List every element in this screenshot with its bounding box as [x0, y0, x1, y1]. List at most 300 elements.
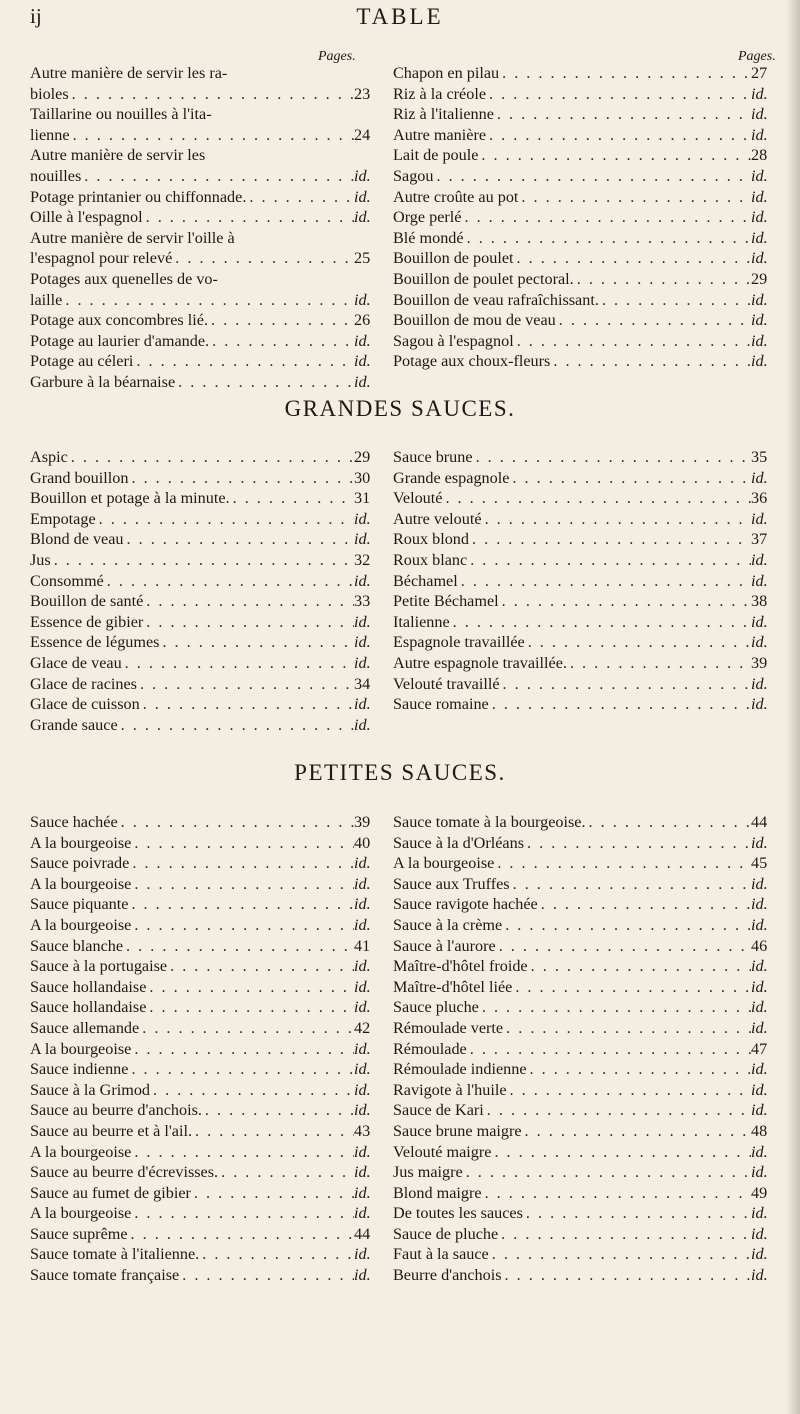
- index-entry: [30, 331, 378, 352]
- entry-title: Empotage: [30, 509, 96, 528]
- index-entry: [393, 1265, 775, 1286]
- entry-title: Blé mondé: [393, 228, 464, 247]
- page-reference: 28: [751, 146, 768, 165]
- index-entry: [393, 1018, 775, 1039]
- entry-title: Maître-d'hôtel liée: [393, 977, 513, 996]
- index-entry: [393, 591, 775, 612]
- entry-title: Béchamel: [393, 571, 458, 590]
- dot-leader: [159, 632, 354, 653]
- dot-leader: [486, 84, 751, 105]
- page-reference: id.: [751, 290, 768, 309]
- index-entry: [393, 1080, 775, 1101]
- index-entry: [393, 653, 775, 674]
- section-title-grandes-sauces: GRANDES SAUCES.: [284, 396, 516, 421]
- dot-leader: [514, 248, 752, 269]
- page-reference: 30: [354, 468, 371, 487]
- entry-title: Beurre d'anchois: [393, 1266, 502, 1285]
- page-reference: 26: [354, 311, 371, 330]
- page-reference: 29: [354, 448, 371, 466]
- dot-leader: [137, 674, 354, 695]
- entry-title: Bouillon de mou de veau: [393, 311, 556, 330]
- entry-title: Sauce allemande: [30, 1018, 140, 1037]
- dot-leader: [500, 674, 751, 695]
- index-entry: [393, 694, 775, 715]
- page-reference: id.: [751, 468, 768, 487]
- entry-title: A la bourgeoise: [30, 1204, 132, 1223]
- dot-leader: [482, 1183, 751, 1204]
- index-entry: [30, 1183, 378, 1204]
- dot-leader: [131, 1039, 354, 1060]
- entry-title: Glace de veau: [30, 653, 122, 672]
- index-entry: [393, 997, 775, 1018]
- entry-title: Oille à l'espagnol: [30, 208, 143, 227]
- index-entry: [393, 956, 775, 977]
- dot-leader: [129, 853, 354, 874]
- entry-title: Italienne: [393, 612, 450, 631]
- page-reference: id.: [751, 977, 768, 996]
- page-reference: 39: [751, 653, 768, 672]
- page-reference: id.: [354, 633, 371, 652]
- entry-title: Essence de légumes: [30, 633, 160, 652]
- entry-title: Potage aux concombres lié.: [30, 311, 209, 330]
- index-entry: [393, 207, 775, 228]
- entry-title: Grande sauce: [30, 715, 118, 734]
- page-reference: id.: [751, 1204, 768, 1223]
- page-reference: 48: [751, 1121, 768, 1140]
- entry-title: Sauce tomate à l'italienne.: [30, 1245, 200, 1264]
- index-entry: [393, 1224, 775, 1245]
- dot-leader: [556, 310, 751, 331]
- page-reference: id.: [751, 331, 768, 350]
- page-reference: 27: [751, 64, 768, 82]
- index-entry-line: Autre manière de servir les ra-: [30, 64, 228, 82]
- entry-title: Sauce blanche: [30, 936, 124, 955]
- entry-title: Sagou: [393, 166, 434, 185]
- page-reference: id.: [354, 854, 371, 873]
- index-entry-line: Autre manière de servir les: [30, 146, 206, 165]
- entry-title: Potage aux choux-fleurs: [393, 352, 551, 371]
- entry-title: lienne: [30, 125, 70, 144]
- index-entry: [393, 310, 775, 331]
- page-reference: id.: [751, 550, 768, 569]
- page-reference: 44: [354, 1224, 371, 1243]
- dot-leader: [123, 936, 354, 957]
- dot-leader: [133, 351, 354, 372]
- dot-leader: [81, 166, 354, 187]
- page-reference: id.: [751, 228, 768, 247]
- index-entry: [393, 248, 775, 269]
- entry-title: l'espagnol pour relevé: [30, 249, 173, 268]
- index-entry: [30, 674, 378, 695]
- page-reference: id.: [751, 895, 768, 914]
- page-reference: id.: [354, 977, 371, 996]
- entry-title: Sauce hachée: [30, 813, 118, 831]
- dot-leader: [131, 874, 354, 895]
- dot-leader: [514, 331, 751, 352]
- index-entry: [393, 874, 775, 895]
- index-entry: [30, 591, 378, 612]
- entry-title: Velouté maigre: [393, 1142, 492, 1161]
- index-entry: [30, 1039, 378, 1060]
- dot-leader: [246, 187, 354, 208]
- dot-leader: [140, 694, 354, 715]
- page-reference: id.: [751, 105, 768, 124]
- page-reference: id.: [354, 1204, 371, 1223]
- page-reference: id.: [751, 571, 768, 590]
- entry-title: Grand bouillon: [30, 468, 129, 487]
- page-reference: id.: [751, 674, 768, 693]
- dot-leader: [502, 1265, 751, 1286]
- index-entry: [30, 84, 378, 105]
- index-entry: [393, 550, 775, 571]
- entry-title: A la bourgeoise: [30, 833, 132, 852]
- dot-leader: [473, 447, 751, 468]
- entry-title: Chapon en pilau: [393, 64, 500, 82]
- section1-left-column: [30, 63, 378, 393]
- page-reference: id.: [354, 1163, 371, 1182]
- dot-leader: [104, 571, 354, 592]
- dot-leader: [494, 853, 751, 874]
- dot-leader: [118, 715, 354, 736]
- entry-title: Roux blanc: [393, 550, 468, 569]
- entry-title: Rémoulade: [393, 1039, 467, 1058]
- index-entry: [30, 166, 378, 187]
- dot-leader: [522, 1121, 751, 1142]
- page-reference: 38: [751, 592, 768, 611]
- entry-title: Sauce brune: [393, 448, 473, 466]
- page-reference: 23: [354, 84, 371, 103]
- page-reference: id.: [751, 833, 768, 852]
- entry-title: bioles: [30, 84, 69, 103]
- entry-title: Ravigote à l'huile: [393, 1080, 507, 1099]
- entry-title: Sauce aux Truffes: [393, 874, 510, 893]
- page-reference: 49: [751, 1183, 768, 1202]
- page-reference: id.: [354, 957, 371, 976]
- dot-leader: [128, 468, 354, 489]
- page-reference: id.: [354, 372, 371, 391]
- dot-leader: [496, 936, 751, 957]
- dot-leader: [524, 833, 751, 854]
- index-entry: [393, 290, 775, 311]
- dot-leader: [499, 591, 751, 612]
- entry-title: Sagou à l'espagnol: [393, 331, 514, 350]
- entry-title: Sauce de Kari: [393, 1101, 484, 1120]
- dot-leader: [124, 529, 354, 550]
- entry-title: Sauce hollandaise: [30, 977, 147, 996]
- dot-leader: [498, 1224, 751, 1245]
- dot-leader: [122, 653, 354, 674]
- page-reference: 47: [751, 1039, 768, 1058]
- dot-leader: [510, 874, 751, 895]
- page-reference: id.: [354, 653, 371, 672]
- entry-title: Glace de cuisson: [30, 695, 140, 714]
- index-entry: [30, 1121, 378, 1142]
- page-reference: 35: [751, 448, 768, 466]
- entry-title: Aspic: [30, 448, 68, 466]
- entry-title: Petite Béchamel: [393, 592, 499, 611]
- dot-leader: [507, 1080, 751, 1101]
- index-entry: [393, 571, 775, 592]
- index-entry: [30, 997, 378, 1018]
- index-entry: [30, 812, 378, 833]
- entry-title: Sauce à la portugaise: [30, 957, 168, 976]
- entry-title: A la bourgeoise: [30, 874, 132, 893]
- dot-leader: [69, 84, 354, 105]
- entry-title: Espagnole travaillée: [393, 633, 525, 652]
- dot-leader: [523, 1203, 751, 1224]
- page-reference: id.: [354, 1101, 371, 1120]
- section3-right-column: [393, 812, 775, 1286]
- index-entry: [393, 447, 775, 468]
- index-entry: [393, 509, 775, 530]
- page-reference: id.: [751, 1060, 768, 1079]
- page-reference: id.: [354, 509, 371, 528]
- page-reference: id.: [751, 1266, 768, 1285]
- page-reference: id.: [751, 1224, 768, 1243]
- page-reference: id.: [751, 874, 768, 893]
- entry-title: Bouillon de veau rafraîchissant.: [393, 290, 599, 309]
- index-entry: [393, 1203, 775, 1224]
- entry-title: De toutes les sauces: [393, 1204, 523, 1223]
- index-entry: [30, 310, 378, 331]
- index-entry: [393, 269, 775, 290]
- index-entry: [393, 1183, 775, 1204]
- index-entry: [30, 694, 378, 715]
- entry-title: Rémoulade indienne: [393, 1060, 527, 1079]
- page-reference: id.: [354, 166, 371, 185]
- entry-title: Garbure à la béarnaise: [30, 372, 176, 391]
- page-reference: 24: [354, 125, 371, 144]
- entry-title: Rémoulade verte: [393, 1018, 504, 1037]
- page-reference: id.: [354, 1060, 371, 1079]
- index-entry: [30, 125, 378, 146]
- index-entry: [30, 1080, 378, 1101]
- index-entry: [30, 447, 378, 468]
- entry-title: Autre espagnole travaillée.: [393, 653, 567, 672]
- entry-title: Sauce de pluche: [393, 1224, 499, 1243]
- page-reference: 29: [751, 269, 768, 288]
- index-entry: [393, 812, 775, 833]
- entry-title: Sauce pluche: [393, 998, 479, 1017]
- entry-title: Glace de racines: [30, 674, 137, 693]
- index-entry: [30, 833, 378, 854]
- page-reference: 44: [751, 813, 768, 831]
- dot-leader: [118, 812, 354, 833]
- dot-leader: [463, 1162, 751, 1183]
- page-reference: id.: [354, 695, 371, 714]
- dot-leader: [96, 509, 354, 530]
- entry-title: Bouillon et potage à la minute.: [30, 489, 230, 508]
- index-entry: [30, 853, 378, 874]
- entry-title: A la bourgeoise: [30, 915, 132, 934]
- page-reference: id.: [751, 612, 768, 631]
- entry-title: Jus maigre: [393, 1163, 463, 1182]
- page-reference: id.: [751, 915, 768, 934]
- dot-leader: [491, 1142, 751, 1163]
- page-reference: id.: [751, 1163, 768, 1182]
- page-reference: id.: [354, 352, 371, 371]
- page-reference: id.: [354, 1183, 371, 1202]
- folio-number: ij: [30, 4, 42, 28]
- section-title-petites-sauces: PETITES SAUCES.: [294, 760, 506, 785]
- entry-title: A la bourgeoise: [30, 1142, 132, 1161]
- page-reference: id.: [751, 311, 768, 330]
- entry-title: Sauce au beurre d'anchois.: [30, 1101, 202, 1120]
- page-reference: id.: [751, 1018, 768, 1037]
- page-reference: 46: [751, 936, 768, 955]
- entry-title: Blond maigre: [393, 1183, 482, 1202]
- dot-leader: [128, 894, 354, 915]
- index-entry: [393, 853, 775, 874]
- dot-leader: [179, 1265, 354, 1286]
- entry-title: Sauce brune maigre: [393, 1121, 522, 1140]
- index-entry: [30, 351, 378, 372]
- page-reference: id.: [354, 208, 371, 227]
- dot-leader: [192, 1121, 354, 1142]
- index-entry: [393, 488, 775, 509]
- entry-title: Sauce à l'aurore: [393, 936, 496, 955]
- index-entry: [30, 874, 378, 895]
- entry-title: Grande espagnole: [393, 468, 510, 487]
- dot-leader: [175, 372, 354, 393]
- index-entry: [393, 104, 775, 125]
- page-reference: id.: [751, 1142, 768, 1161]
- dot-leader: [489, 1244, 751, 1265]
- dot-leader: [461, 207, 751, 228]
- page-reference: id.: [751, 84, 768, 103]
- page-reference: id.: [751, 695, 768, 714]
- page-reference: id.: [354, 530, 371, 549]
- index-entry: [393, 1121, 775, 1142]
- page-reference: id.: [354, 998, 371, 1017]
- page-reference: id.: [354, 1080, 371, 1099]
- entry-title: Jus: [30, 550, 51, 569]
- page-reference: 41: [354, 936, 371, 955]
- index-entry: [30, 1244, 378, 1265]
- dot-leader: [464, 228, 751, 249]
- entry-title: Velouté travaillé: [393, 674, 500, 693]
- dot-leader: [199, 1244, 354, 1265]
- dot-leader: [139, 1018, 354, 1039]
- page-reference: id.: [354, 1039, 371, 1058]
- page-reference: 34: [354, 674, 371, 693]
- dot-leader: [586, 812, 751, 833]
- index-entry-line: Autre manière de servir l'oille à: [30, 228, 235, 247]
- index-entry: [393, 632, 775, 653]
- dot-leader: [131, 1203, 354, 1224]
- index-entry: [393, 674, 775, 695]
- index-entry: [393, 1039, 775, 1060]
- entry-title: Sauce tomate française: [30, 1266, 180, 1285]
- dot-leader: [503, 1018, 751, 1039]
- index-entry: [30, 1203, 378, 1224]
- dot-leader: [146, 997, 354, 1018]
- entry-title: Essence de gibier: [30, 612, 144, 631]
- index-entry: [393, 833, 775, 854]
- entry-title: Bouillon de poulet pectoral.: [393, 269, 574, 288]
- index-entry: [393, 1244, 775, 1265]
- dot-leader: [442, 488, 751, 509]
- dot-leader: [502, 915, 751, 936]
- entry-title: Riz à la créole: [393, 84, 487, 103]
- index-entry: [30, 248, 378, 269]
- dot-leader: [131, 915, 354, 936]
- running-title: TABLE: [356, 4, 444, 29]
- entry-title: Sauce ravigote hachée: [393, 895, 538, 914]
- dot-leader: [218, 1162, 354, 1183]
- dot-leader: [467, 1039, 751, 1060]
- page-reference: id.: [354, 715, 371, 734]
- page-reference: 40: [354, 833, 371, 852]
- page-reference: id.: [354, 331, 371, 350]
- page-reference: id.: [354, 895, 371, 914]
- dot-leader: [528, 956, 751, 977]
- section2-left-column: [30, 447, 378, 735]
- page-reference: id.: [751, 208, 768, 227]
- page-reference: 25: [354, 249, 371, 268]
- dot-leader: [131, 833, 354, 854]
- dot-leader: [478, 145, 751, 166]
- page-reference: 31: [354, 489, 371, 508]
- entry-title: Sauce suprême: [30, 1224, 128, 1243]
- page-reference: 39: [354, 813, 371, 831]
- entry-title: Autre manière: [393, 125, 487, 144]
- dot-leader: [433, 166, 751, 187]
- dot-leader: [567, 653, 751, 674]
- dot-leader: [467, 550, 751, 571]
- entry-title: laille: [30, 290, 63, 309]
- index-entry: [30, 372, 378, 393]
- page-reference: 45: [751, 854, 768, 873]
- page-reference: id.: [751, 1245, 768, 1264]
- entry-title: Sauce indienne: [30, 1060, 129, 1079]
- dot-leader: [527, 1059, 751, 1080]
- entry-title: Sauce hollandaise: [30, 998, 147, 1017]
- page-edge-shadow: [786, 0, 800, 1414]
- index-entry: [30, 1142, 378, 1163]
- dot-leader: [486, 125, 751, 146]
- page-reference: id.: [354, 571, 371, 590]
- index-entry: [30, 509, 378, 530]
- index-entry: [393, 331, 775, 352]
- entry-title: Sauce romaine: [393, 695, 489, 714]
- index-entry: [30, 715, 378, 736]
- dot-leader: [51, 550, 354, 571]
- page-reference: id.: [751, 1080, 768, 1099]
- dot-leader: [599, 290, 751, 311]
- entry-title: Sauce à la Grimod: [30, 1080, 151, 1099]
- index-entry: [30, 290, 378, 311]
- index-entry-line: Potages aux quenelles de vo-: [30, 269, 218, 288]
- page-reference: 37: [751, 530, 768, 549]
- page-reference: id.: [751, 998, 768, 1017]
- index-entry: [393, 468, 775, 489]
- index-entry-line: Taillarine ou nouilles à l'ita-: [30, 105, 212, 124]
- index-entry: [393, 63, 775, 84]
- dot-leader: [518, 187, 751, 208]
- entry-title: Sauce au fumet de gibier: [30, 1183, 191, 1202]
- dot-leader: [574, 269, 751, 290]
- dot-leader: [150, 1080, 354, 1101]
- entry-title: Sauce à la d'Orléans: [393, 833, 525, 852]
- dot-leader: [143, 591, 354, 612]
- page-reference: id.: [751, 187, 768, 206]
- entry-title: A la bourgeoise: [393, 854, 495, 873]
- dot-leader: [209, 331, 354, 352]
- section3-left-column: [30, 812, 378, 1286]
- dot-leader: [484, 1100, 751, 1121]
- index-entry: [393, 936, 775, 957]
